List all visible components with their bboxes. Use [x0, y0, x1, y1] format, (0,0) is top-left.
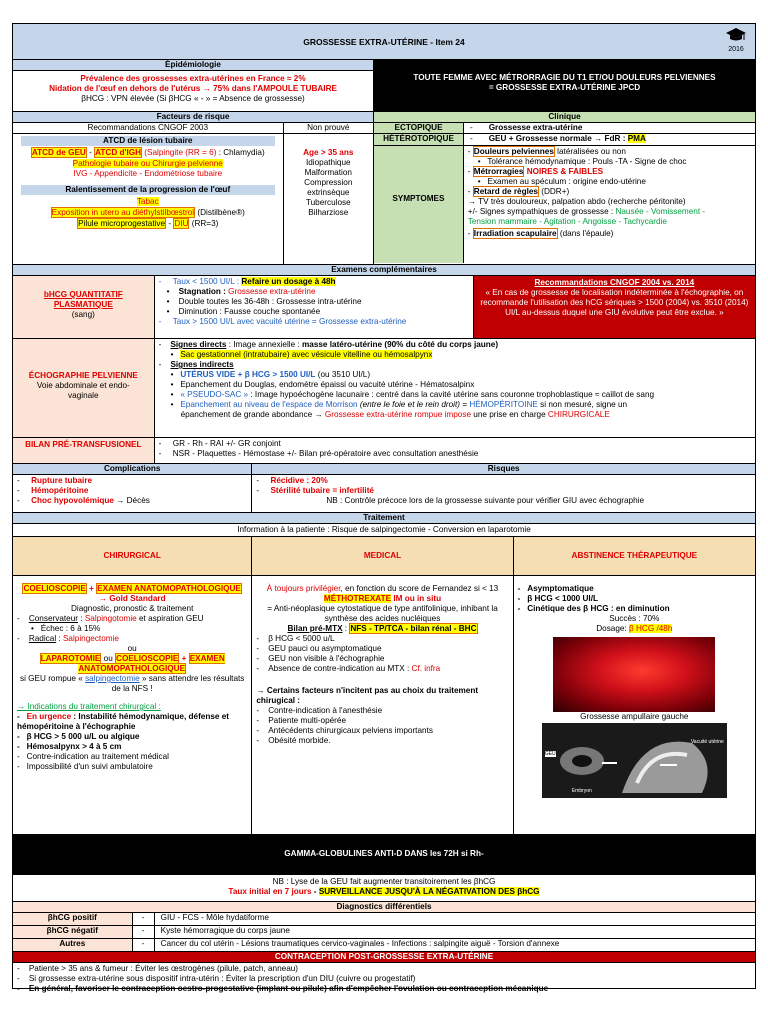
contra-diu: Si grossesse extra-utérine sous dispositif intra-utérin : Éviter la prescription d'un DIU (cuivre ou progestatif)	[28, 974, 416, 983]
complications-cell: Complications - Rupture tubaire - Hémopéritoine - Choc hypovolémique → Décès	[13, 464, 252, 512]
geu-rompue: Grossesse extra-utérine rompue impose	[324, 410, 471, 419]
dd-sep: -	[133, 913, 155, 925]
atcd-salpingite: (Salpingite (RR = 6)	[142, 148, 217, 157]
sans-attendre: » sans attendre les résultats de la NFS !	[111, 674, 245, 693]
coelioscopie: COELIOSCOPIE	[23, 584, 86, 593]
epidemiologie-cell	[13, 60, 374, 111]
np-item: Malformation	[304, 168, 352, 177]
ttt-headers	[13, 537, 755, 576]
atcd-geu: ATCD de GEU	[31, 148, 86, 157]
bhcg-content: - Taux < 1500 UI/L : Refaire un dosage à 48h • Stagnation : Grossesse extra-utérine • Double toutes les 36-48h : Grossesse intra-utérine • Diminution : Fausse couche spontanée - Taux > 1500 UI/L avec vacuité utérine = Grossesse extra-utérine	[155, 276, 474, 338]
gold-standard: → Gold Standard	[98, 594, 166, 603]
clinique-cell: Clinique ECTOPIQUE - Grossesse extra-utérine HÉTÉROTOPIQUE - GEU + Grossesse normale → FdR : PMA SYMPTOMES - Douleurs pelviennes latéralisées ou non • Tolérance hémodynamique : Pouls -TA - Signe de choc - Métrorragies NOIRES & FAIBLES • Examen au spéculum : origine endo-utérine - Retard de règles (DDR+) → TV très douloureux, palpation abdo (recherche péritonite) +/- Signes sympathiques de grossesse : Nausée - Vomissement - Tension mammaire - Agitation - Angoisse - Tachycardie - Irradiation scapulaire (dans l'épaule)	[374, 112, 755, 264]
sac-gestationnel: Sac gestationnel (intratubaire) avec vésicule vitelline ou hémosalpynx	[180, 350, 433, 359]
epaule: (dans l'épaule)	[557, 229, 614, 238]
info-patiente: Information à la patiente : Risque de salpingectomie - Conversion en laparotomie	[13, 524, 755, 537]
en-urgence: En urgence	[26, 712, 72, 721]
examens-title: Examens complémentaires	[13, 265, 755, 276]
obesite: Obésité morbide.	[268, 736, 331, 745]
epanchement-douglas: Epanchement du Douglas, endomètre épaissi ou vacuité utérine - Hématosalpinx	[180, 380, 475, 389]
noires-faibles: NOIRES & FAIBLES	[526, 167, 604, 176]
bhcg-sang: (sang)	[71, 310, 95, 319]
traitement-title: Traitement	[13, 513, 755, 524]
ci-anesthesie: Contre-indication à l'anesthésie	[268, 706, 383, 715]
retard-regles: Retard de règles	[473, 187, 538, 196]
abstinence-content: - Asymptomatique - β HCG < 1000 UI/L - Cinétique des β HCG : en diminution Succès : 70% Dosage: β HCG /48h Grossesse ampullaire gauche GEU Vacuité utérine Embryon	[514, 576, 755, 834]
nausee-vomissement: Nausée - Vomissement -	[615, 207, 706, 216]
succes: Succès : 70%	[609, 614, 660, 623]
contraception-title: CONTRACEPTION POST-GROSSESSE EXTRA-UTÉRINE	[13, 952, 755, 963]
instabilite: : Instabilité hémodynamique, défense et hémopéritoine à l'échographie	[17, 712, 230, 731]
dd-title: Diagnostics différentiels	[13, 902, 755, 913]
ddr: (DDR+)	[538, 187, 570, 196]
ou-3510: (ou 3510 UI/L)	[315, 370, 371, 379]
bhcg-inf-5000: β HCG < 5000 u/L	[268, 634, 335, 643]
dd-value: Kyste hémorragique du corps jaune	[160, 926, 290, 935]
contraception-list: - Patiente > 35 ans & fumeur : Éviter les œstrogènes (pilule, patch, anneau) - Si grossesse extra-utérine sous dispositif intra-utérin : Éviter la prescription d'un DIU (cuivre ou progestatif) - En général, favoriser le contraception oestro-progestative (implant ou pilule) afin d'empêcher l'ovulation ou contraception mécanique	[17, 964, 549, 993]
hemoperitoine-compl: Hémopéritoine	[31, 486, 89, 495]
year-label: 2016	[728, 46, 744, 53]
alert-banner	[374, 60, 755, 111]
sep: -	[311, 887, 319, 896]
ralentissement-title: Ralentissement de la progression de l'œuf	[21, 185, 275, 195]
age-factor: Age > 35 ans	[303, 148, 354, 157]
foie-rein: (entre le foie et le rein droit) =	[357, 400, 470, 409]
plus: +	[181, 654, 187, 663]
sterilite: Stérilité tubaire = infertilité	[270, 486, 374, 495]
nb-controle: NB : Contrôle précoce lors de la grossesse suivante pour vérifier GIU avec échographie	[326, 496, 645, 505]
signes-sympathiques: +/- Signes sympathiques de grossesse :	[467, 207, 616, 216]
chirurgical-title: CHIRURGICAL	[13, 537, 252, 575]
echo-content: - Signes directs : Image annexielle : masse latéro-utérine (90% du côté du corps jaune) • Sac gestationnel (intratubaire) avec vésicule vitelline ou hémosalpynx - Signes indirects • UTÉRUS VIDE + β HCG > 1500 UI/L (ou 3510 UI/L) • Epanchement du Douglas, endomètre épaissi ou vacuité utérine - Hématosalpinx • « PSEUDO-SAC » : Image hypoéchogène lacunaire : centré dans la cavité utérine sans couronne trophoblastique ≈ caillot de sang • Epanchement au niveau de l'espace de Morrison (entre le foie et le rein droit) = HÉMOPÉRITOINE si non mesuré, signe un épanchement de grande abondance → Grossesse extra-utérine rompue impose une prise en charge CHIRURGICALE	[158, 340, 655, 419]
atcd-title: ATCD de lésion tubaire	[21, 136, 275, 146]
douleurs-pelviennes: Douleurs pelviennes	[473, 147, 554, 156]
risk-factors-title: Facteurs de risque	[13, 112, 373, 123]
hemoperitoine: HÉMOPÉRITOINE	[469, 400, 538, 409]
salpingectomie-link: salpingectomie	[85, 674, 140, 683]
echec: Échec : 6 à 15%	[40, 624, 101, 633]
medical-content: À toujours privilégier, en fonction du score de Fernandez si < 13 MÉTHOTREXATE IM ou in situ = Anti-néoplasique cytostatique de type antifolinique, inhibant la synthèse des acides nucléiques Bilan pré-MTX : NFS - TP/TCA - bilan rénal - BHC - β HCG < 5000 u/L - GEU pauci ou asymptomatique - GEU non visible à l'échographie - Absence de contre-indication au MTX : Cf. infra → Certains facteurs n'incitent pas au choix du traitement chirugical : - Contre-indication à l'anesthésie - Patiente multi-opérée - Antécédents chirurgicaux pelviens importants - Obésité morbide.	[252, 576, 513, 834]
atcd-chir-pelviens: Antécédents chirurgicaux pelviens importants	[268, 726, 433, 735]
risques-title: Risques	[252, 464, 755, 475]
tolerance-hemodynamique: Tolérance hémodynamique : Pouls -TA - Signe de choc	[487, 157, 687, 166]
tension-mammaire: Tension mammaire - Agitation - Angoisse - Tachycardie	[467, 217, 667, 226]
stagnation-geu: Grossesse extra-utérine	[228, 287, 316, 296]
prevalence-text: Prévalence des grossesses extra-utérines en France ≈ 2%	[80, 74, 306, 83]
bhcg-1000: β HCG < 1000 UI/L	[527, 594, 598, 603]
conservateur: Conservateur	[28, 614, 78, 623]
irradiation-scapulaire: Irradiation scapulaire	[473, 229, 557, 238]
nb-lyse	[13, 875, 755, 902]
aspiration: et aspiration GEU	[136, 614, 204, 623]
pma: PMA	[627, 134, 646, 143]
dd-value: Cancer du col utérin - Lésions traumatiques cervico-vaginales - Infections : salpingite aiguë - Torsion d'annexe	[160, 939, 560, 948]
bilan-label: BILAN PRÉ-TRANSFUSIONEL	[13, 438, 155, 463]
pilule-microprogestative: Pilule microprogestative	[78, 219, 166, 228]
diag-prono-ttt: Diagnostic, pronostic & traitement	[70, 604, 194, 613]
exam-anapath-2: EXAMEN ANATOMOPATHOLOGIQUE	[78, 654, 225, 673]
ttt-content	[13, 576, 755, 835]
bilan-content: - GR - Rh - RAI +/- GR conjoint - NSR - Plaquettes - Hémostase +/- Bilan pré-opératoire avec consultation anesthésie	[158, 439, 479, 458]
dd-row	[13, 913, 755, 926]
reco-title: Recommandations CNGOF 2004 vs. 2014	[534, 278, 695, 287]
prise-en-charge: une prise en charge	[471, 410, 548, 419]
medical-title: MEDICAL	[252, 537, 513, 575]
signes-directs: Signes directs	[170, 340, 227, 349]
stagnation: Stagnation :	[178, 287, 229, 296]
dd-row	[13, 939, 755, 952]
ultrasound-image	[542, 723, 727, 798]
taux-inf: Taux < 1500 UI/L :	[172, 277, 242, 286]
abstinence-title: ABSTINENCE THÉRAPEUTIQUE	[514, 537, 755, 575]
graduation-cap-icon	[723, 27, 749, 57]
absence-ci-mtx: Absence de contre-indication au MTX :	[268, 664, 412, 673]
dd-row	[13, 926, 755, 939]
atcd-chlamydia: : Chlamydia)	[216, 148, 265, 157]
espace-morrison: Epanchement au niveau de l'espace de Morrison	[180, 400, 358, 409]
distilbene: (Distilbène®)	[195, 208, 245, 217]
heterotopique-value: GEU + Grossesse normale → FdR :	[488, 134, 628, 143]
atcd-line-1	[13, 148, 283, 158]
anti-neoplasique: = Anti-néoplasique cytostatique de type antifolinique, inhibant la synthèse des acides nucléiques	[267, 604, 498, 623]
ou: ou	[101, 654, 116, 663]
dd-key: Autres	[13, 939, 133, 951]
non-prouve-header: Non prouvé	[284, 123, 374, 134]
ci-medical: Contre-indication au traitement médical	[26, 752, 170, 761]
reco-cngof-2003: Recommandations CNGOF 2003	[13, 123, 283, 134]
reco-body: « En cas de grossesse de localisation indéterminée à l'échographie, on recommande l'utilisation des hCG sériques > 1500 (2004) vs. 3510 (2014) UI/L au-dessus duquel une GIU évolutive peut être exclue. »	[480, 288, 749, 317]
non-mesure: si non mesuré, signe un	[537, 400, 628, 409]
pseudo-sac: « PSEUDO-SAC »	[180, 390, 249, 399]
np-item: Tuberculose	[305, 198, 351, 207]
ultrasound-drawing	[542, 723, 727, 798]
geu-label: GEU	[544, 751, 556, 757]
risk-factors-cell: Facteurs de risque Recommandations CNGOF 2003 ATCD de lésion tubaire ATCD de GEU - ATCD d'IGH (Salpingite (RR = 6) : Chlamydia) Pathologie tubaire ou Chirurgie pelvienne IVG - Appendicite - Endométriose tubaire Ralentissement de la progression de l'œuf Tabac Exposition in utero au diéthylstilbœstrol (Distilbène®) Pilule microprogestative - DIU (RR=3) Non prouvé Age > 35 ans Idiopathique Malformation Compression extrinsèque Tuberculose Bilharziose	[13, 112, 374, 264]
np-item: Compression	[304, 178, 353, 187]
complications-row	[13, 464, 755, 513]
echo-label-cell	[13, 339, 155, 437]
clinique-title: Clinique	[374, 112, 755, 123]
taux-initial: Taux initial en 7 jours	[228, 887, 312, 896]
sep: :	[77, 614, 85, 623]
bilan-pre-mtx: Bilan pré-MTX	[287, 624, 343, 633]
np-list	[284, 158, 374, 218]
nidation-text: Nidation de l'œuf en dehors de l'utérus → 75% dans l'AMPOULE TUBAIRE	[49, 84, 337, 93]
grande-abondance: épanchement de grande abondance →	[180, 410, 325, 419]
embryon-label: Embryon	[571, 787, 592, 794]
nfs-tp-tca: NFS - TP/TCA - bilan rénal - BHC	[350, 624, 477, 633]
facteurs-non-chir: → Certains facteurs n'incitent pas au choix du traitement chirugical :	[256, 686, 479, 705]
banner-line-2: = GROSSESSE EXTRA-UTÉRINE JPCD	[488, 83, 641, 92]
rupture-tubaire: Rupture tubaire	[31, 476, 93, 485]
epidemiologie-row	[13, 60, 755, 112]
refaire-dosage: Refaire un dosage à 48h	[241, 277, 336, 286]
gr-rh-rai: GR - Rh - RAI +/- GR conjoint	[172, 439, 281, 448]
chirurgical-content: COELIOSCOPIE + EXAMEN ANATOMOPATHOLOGIQUE → Gold Standard Diagnostic, pronostic & traitement - Conservateur : Salpingotomie et aspiration GEU • Échec : 6 à 15% - Radical : Salpingectomie ou LAPAROTOMIE ou COELIOSCOPIE + EXAMEN ANATOMOPATHOLOGIQUE si GEU rompue « salpingectomie » sans attendre les résultats de la NFS ! → Indications du traitement chirurgical : - En urgence : Instabilité hémodynamique, défense et hémopéritoine à l'échographie - β HCG > 5 000 u/L ou algique - Hémosalpynx > 4 à 5 cm - Contre-indication au traitement médical - Impossibilité d'un suivi ambulatoire	[13, 576, 252, 834]
bhcg-48h: β HCG /48h	[629, 624, 673, 633]
np-item: Idiopathique	[305, 158, 351, 167]
ectopique-label: ECTOPIQUE	[374, 123, 464, 133]
exposition-des: Exposition in utero au diéthylstilbœstrol	[51, 208, 195, 217]
contra-general: En général, favoriser le contraception oestro-progestative (implant ou pilule) afin d'empêcher l'ovulation ou contraception mécanique	[28, 984, 549, 993]
taux-sup: Taux > 1500 UI/L avec vacuité utérine = Grossesse extra-utérine	[172, 317, 407, 326]
nsr-plaquettes: NSR - Plaquettes - Hémostase +/- Bilan pré-opératoire avec consultation anesthésie	[172, 449, 479, 458]
atcd-igh: ATCD d'IGH	[95, 148, 142, 157]
symptomes-label: SYMPTOMES	[374, 146, 464, 263]
epidemiologie-title: Épidémiologie	[13, 60, 373, 71]
cinetique: Cinétique des β HCG : en diminution	[527, 604, 670, 613]
impossibilite-suivi: Impossibilité d'un suivi ambulatoire	[26, 762, 153, 771]
diu: DIU	[174, 219, 189, 228]
geu-pauci: GEU pauci ou asymptomatique	[268, 644, 382, 653]
hemosalpynx: Hémosalpynx > 4 à 5 cm	[26, 742, 122, 751]
bhcg-label: bHCG QUANTITATIF PLASMATIQUE	[43, 290, 123, 309]
image-annexielle: : Image annexielle :	[226, 340, 302, 349]
pathologie-tubaire: Pathologie tubaire ou Chirurgie pelvienne	[72, 159, 223, 168]
dd-key: βhCG négatif	[13, 926, 133, 938]
dd-value: GIU - FCS - Môle hydatiforme	[160, 913, 269, 922]
fernandez: , en fonction du score de Fernandez si < 13	[340, 584, 499, 593]
signes-indirects: Signes indirects	[170, 360, 234, 369]
reco-cngof-2014	[474, 276, 755, 338]
multi-operee: Patiente multi-opérée	[268, 716, 347, 725]
radical: Radical	[28, 634, 57, 643]
symptomes-list: - Douleurs pelviennes latéralisées ou non • Tolérance hémodynamique : Pouls -TA - Signe de choc - Métrorragies NOIRES & FAIBLES • Examen au spéculum : origine endo-utérine - Retard de règles (DDR+) → TV très douloureux, palpation abdo (recherche péritonite) +/- Signes sympathiques de grossesse : Nausée - Vomissement - Tension mammaire - Agitation - Angoisse - Tachycardie - Irradiation scapulaire (dans l'épaule)	[464, 146, 755, 263]
pseudo-sac-desc: : Image hypoéchogène lacunaire : centré dans la cavité utérine sans couronne trophoblastique ≈ caillot de sang	[248, 390, 655, 399]
photo-caption: Grossesse ampullaire gauche	[580, 712, 689, 721]
uterus-vide: UTÉRUS VIDE + β HCG > 1500 UI/L	[180, 370, 316, 379]
masse-latero-uterine: masse latéro-utérine (90% du côté du corps jaune)	[301, 340, 499, 349]
geu-non-visible: GEU non visible à l'échographie	[268, 654, 385, 663]
bhcg-row	[13, 276, 755, 339]
salpingotomie: Salpingotomie	[84, 614, 137, 623]
dosage: Dosage:	[596, 624, 630, 633]
im-in-situ: IM ou in situ	[391, 594, 442, 603]
cf-infra: Cf. infra	[411, 664, 441, 673]
tabac: Tabac	[136, 197, 159, 206]
sep: :	[342, 624, 350, 633]
bhcg-vpn-text: βHCG : VPN élevée (Si βHCG « - » = Absence de grossesse)	[81, 94, 305, 103]
exam-anapath: EXAMEN ANATOMOPATHOLOGIQUE	[97, 584, 241, 593]
echo-voie: Voie abdominale et endo-vaginale	[36, 381, 130, 400]
diu-rr: (RR=3)	[189, 219, 219, 228]
recidive: Récidive : 20%	[270, 476, 328, 485]
ou: ou	[127, 644, 137, 653]
bhcg-5000: β HCG > 5 000 u/L ou algique	[26, 732, 140, 741]
tv-douloureux: → TV très douloureux, palpation abdo (recherche péritonite)	[467, 197, 686, 206]
geu-rompue-si: si GEU rompue «	[19, 674, 86, 683]
choc-hypovolemique: Choc hypovolémique	[31, 496, 114, 505]
laparotomie: LAPAROTOMIE	[40, 654, 101, 663]
plus: +	[89, 584, 94, 593]
dd-sep: -	[133, 939, 155, 951]
methotrexate: MÉTHOTREXATE	[323, 594, 392, 603]
bhcg-label-cell	[13, 276, 155, 338]
gamma-globulines: GAMMA-GLOBULINES ANTI-D DANS les 72H si Rh-	[13, 835, 755, 875]
toujours-privilegier: À toujours privilégier	[266, 584, 341, 593]
bilan-row	[13, 438, 755, 464]
metrorragies: Métrorragies	[473, 167, 524, 176]
double-36-48h: Double toutes les 36-48h : Grossesse intra-utérine	[178, 297, 362, 306]
salpingectomie: Salpingectomie	[62, 634, 119, 643]
chirurgicale: CHIRURGICALE	[547, 410, 610, 419]
laparoscopy-photo	[553, 637, 715, 712]
echo-label: ÉCHOGRAPHIE PELVIENNE	[28, 371, 138, 380]
heterotopique-label: HÉTÉROTOPIQUE	[374, 134, 464, 145]
deces: → Décès	[113, 496, 150, 505]
sep: :	[56, 634, 63, 643]
np-item: Bilharziose	[308, 208, 349, 217]
risk-clinic-row	[13, 112, 755, 265]
risques-cell: Risques - Récidive : 20% - Stérilité tubaire = infertilité NB : Contrôle précoce lors de la grossesse suivante pour vérifier GIU avec échographie	[252, 464, 755, 512]
header	[13, 24, 755, 60]
vacuite-label: Vacuité utérine	[690, 739, 724, 745]
banner-line-1: TOUTE FEMME AVEC MÉTRORRAGIE DU T1 ET/OU DOULEURS PELVIENNES	[413, 73, 716, 82]
ectopique-value: Grossesse extra-utérine	[488, 123, 583, 132]
asymptomatique: Asymptomatique	[527, 584, 594, 593]
examen-speculum: Examen au spéculum : origine endo-utérine	[487, 177, 646, 186]
contra-35ans: Patiente > 35 ans & fumeur : Éviter les œstrogènes (pilule, patch, anneau)	[28, 964, 299, 973]
surveillance: SURVEILLANCE JUSQU'À LA NÉGATIVATION DES βhCG	[318, 887, 540, 896]
fiche	[12, 23, 756, 993]
douleurs-detail: latéralisées ou non	[554, 147, 626, 156]
page-title: GROSSESSE EXTRA-UTÉRINE - Item 24	[303, 37, 465, 47]
lyse-geu: NB : Lyse de la GEU fait augmenter transitoirement les βhCG	[272, 877, 496, 886]
indications-chir: → Indications du traitement chirurgical :	[17, 702, 161, 711]
atcd-sep: -	[86, 148, 95, 157]
coelioscopie-2: COELIOSCOPIE	[116, 654, 179, 663]
dd-key: βhCG positif	[13, 913, 133, 925]
np-item: extrinsèque	[307, 188, 350, 197]
echo-row	[13, 339, 755, 438]
dd-sep: -	[133, 926, 155, 938]
diminution: Diminution : Fausse couche spontanée	[178, 307, 321, 316]
complications-title: Complications	[13, 464, 251, 475]
ivg-appendicite: IVG - Appendicite - Endométriose tubaire	[73, 169, 223, 178]
